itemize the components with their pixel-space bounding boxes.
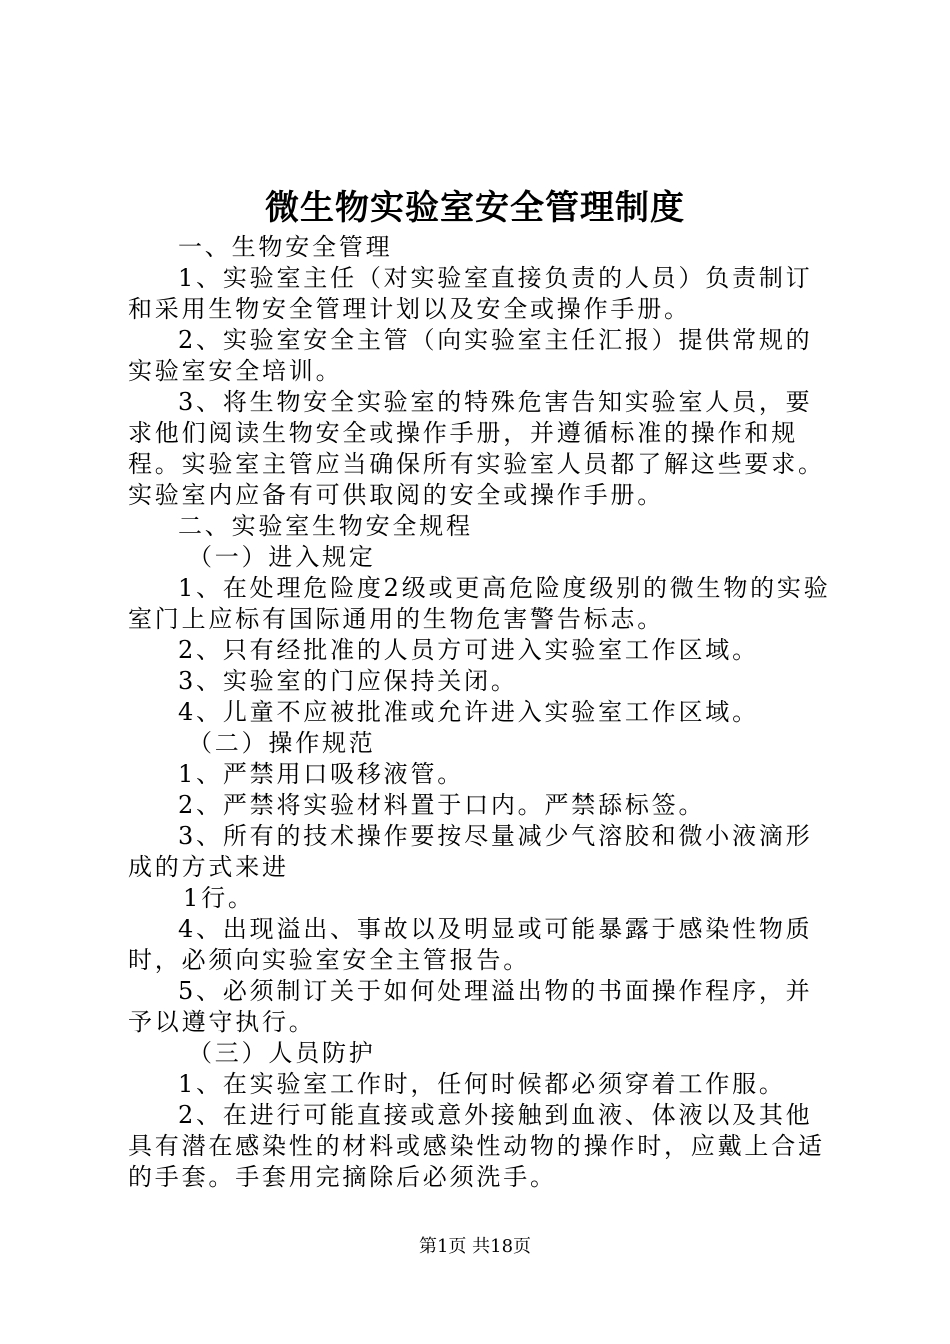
paragraph: 3、所有的技术操作要按尽量减少气溶胶和微小液滴形成的方式来进: [128, 822, 813, 881]
paragraph: 3、实验室的门应保持关闭。: [178, 667, 518, 695]
paragraph: 3、将生物安全实验室的特殊危害告知实验室人员，要求他们阅读生物安全或操作手册，并遵循标准的操作和规程。实验室主管应当确保所有实验室人员都了解这些要求。实验室内应备有可供取阅的安全或操作手册。: [128, 388, 825, 509]
paragraph: 2、严禁将实验材料置于口内。严禁舔标签。: [178, 791, 706, 819]
document-title: 微生物实验室安全管理制度: [265, 188, 685, 228]
subsection-heading-entry-rules: （一）进入规定: [188, 543, 376, 571]
paragraph: 4、儿童不应被批准或允许进入实验室工作区域。: [178, 698, 759, 726]
paragraph: 1、在实验室工作时，任何时候都必须穿着工作服。: [178, 1070, 786, 1098]
paragraph: 4、出现溢出、事故以及明显或可能暴露于感染性物质时，必须向实验室安全主管报告。: [128, 915, 813, 974]
paragraph: 2、只有经批准的人员方可进入实验室工作区域。: [178, 636, 759, 664]
section-heading-biosafety-rules: 二、实验室生物安全规程: [178, 512, 473, 540]
subsection-heading-operating-rules: （二）操作规范: [188, 729, 376, 757]
paragraph-continuation: 1行。: [183, 884, 255, 912]
paragraph: 1、实验室主任（对实验室直接负责的人员）负责制订和采用生物安全管理计划以及安全或操作手册。: [128, 264, 813, 323]
paragraph: 1、在处理危险度2级或更高危险度级别的微生物的实验室门上应标有国际通用的生物危害警告标志。: [128, 574, 831, 633]
document-body: [128, 232, 838, 1193]
paragraph: 2、在进行可能直接或意外接触到血液、体液以及其他具有潜在感染性的材料或感染性动物的操作时，应戴上合适的手套。手套用完摘除后必须洗手。: [128, 1101, 825, 1191]
paragraph: 1、严禁用口吸移液管。: [178, 760, 465, 788]
page-number-footer: 第1页 共18页: [418, 1236, 532, 1257]
paragraph: 5、必须制订关于如何处理溢出物的书面操作程序，并予以遵守执行。: [128, 977, 813, 1036]
paragraph: 2、实验室安全主管（向实验室主任汇报）提供常规的实验室安全培训。: [128, 326, 813, 385]
section-heading-biosafety-management: 一、生物安全管理: [178, 233, 393, 261]
subsection-heading-personal-protection: （三）人员防护: [188, 1039, 376, 1067]
